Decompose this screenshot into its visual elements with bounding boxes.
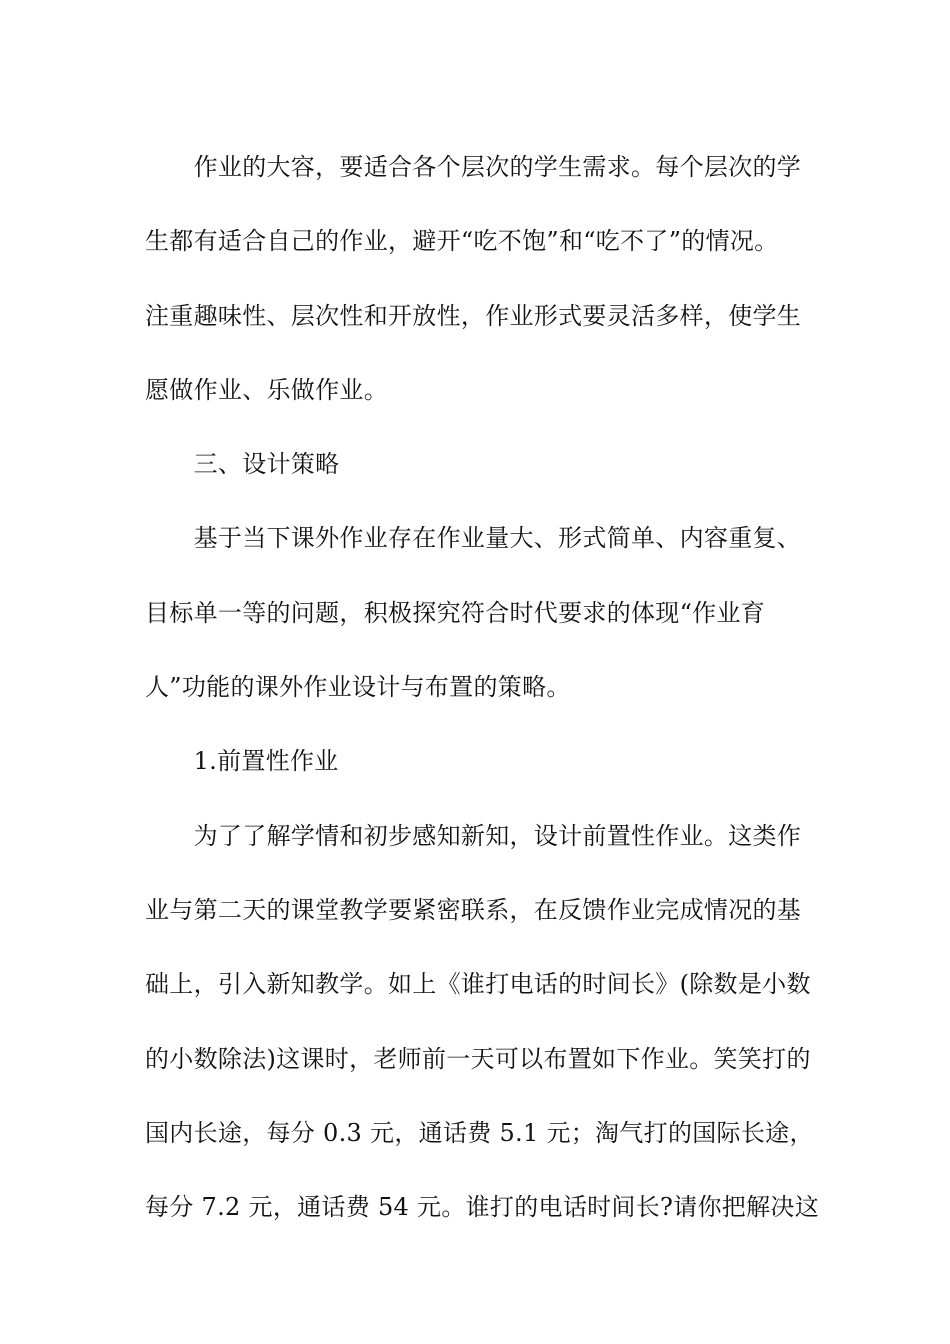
heading-text: 1.前置性作业 bbox=[145, 747, 339, 776]
heading-text: 三、设计策略 bbox=[145, 450, 340, 479]
text-line: 注重趣味性、层次性和开放性，作业形式要灵活多样，使学生 bbox=[145, 301, 802, 330]
text-line: 的小数除法)这课时，老师前一天可以布置如下作业。笑笑打的 bbox=[145, 1044, 811, 1073]
text-line: 人”功能的课外作业设计与布置的策略。 bbox=[145, 673, 571, 702]
text-line: 作业的大容，要适合各个层次的学生需求。每个层次的学 bbox=[145, 153, 802, 181]
subheading-preview-homework bbox=[145, 724, 810, 798]
text-line: 为了了解学情和初步感知新知，设计前置性作业。这类作 bbox=[145, 821, 802, 850]
text-line: 础上，引入新知教学。如上《谁打电话的时间长》(除数是小数 bbox=[145, 970, 811, 999]
text-line: 每分 7.2 元，通话费 54 元。谁打的电话时间长?请你把解决这 bbox=[145, 1193, 819, 1222]
paragraph-homework-content bbox=[145, 130, 810, 427]
text-line: 基于当下课外作业存在作业量大、形式简单、内容重复、 bbox=[145, 524, 802, 553]
text-line: 业与第二天的课堂教学要紧密联系，在反馈作业完成情况的基 bbox=[145, 895, 802, 924]
text-line: 生都有适合自己的作业，避开“吃不饱”和“吃不了”的情况。 bbox=[145, 227, 779, 256]
paragraph-preview-homework bbox=[145, 799, 819, 1245]
document-body bbox=[145, 130, 819, 1244]
text-line: 目标单一等的问题，积极探究符合时代要求的体现“作业育 bbox=[145, 598, 766, 627]
text-line: 愿做作业、乐做作业。 bbox=[145, 375, 388, 404]
paragraph-strategy-intro bbox=[145, 501, 810, 724]
section-heading-design-strategy bbox=[145, 427, 810, 501]
text-line: 国内长途，每分 0.3 元，通话费 5.1 元；淘气打的国际长途， bbox=[145, 1118, 814, 1147]
